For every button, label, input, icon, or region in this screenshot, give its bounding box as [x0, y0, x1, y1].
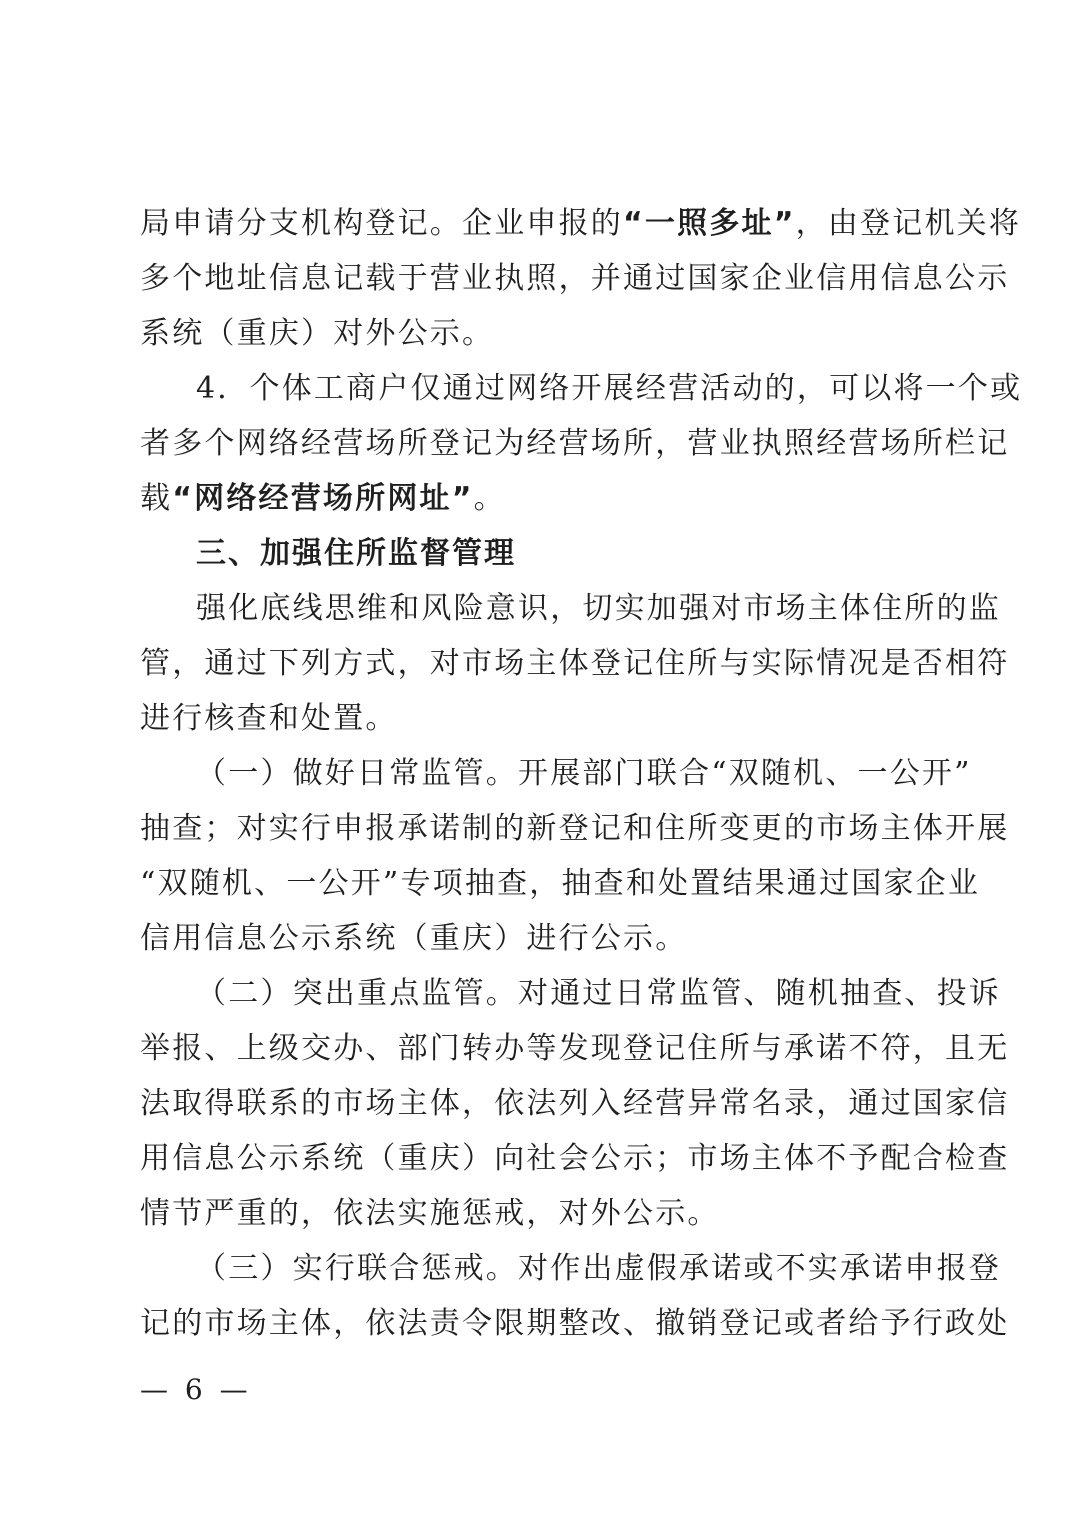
body-line: 信用信息公示系统（重庆）进行公示。	[140, 921, 688, 956]
page-number: — 6 —	[140, 1373, 252, 1406]
body-line: （三）实行联合惩戒。对作出虚假承诺或不实承诺申报登	[196, 1251, 1001, 1286]
section-heading: 三、加强住所监督管理	[196, 536, 516, 571]
text-run: 载	[140, 481, 173, 516]
body-line: “双随机、一公开”专项抽查，抽查和处置结果通过国家企业	[140, 866, 981, 901]
body-line: 4．个体工商户仅通过网络开展经营活动的，可以将一个或	[196, 371, 1023, 406]
bold-text: “网络经营场所网址”	[172, 481, 474, 516]
body-line: 强化底线思维和风险意识，切实加强对市场主体住所的监	[196, 591, 1001, 626]
body-line: 进行核查和处置。	[140, 701, 398, 736]
body-line: （二）突出重点监管。对通过日常监管、随机抽查、投诉	[196, 976, 1001, 1011]
body-line: 者多个网络经营场所登记为经营场所，营业执照经营场所栏记	[140, 426, 1010, 461]
body-line: 用信息公示系统（重庆）向社会公示；市场主体不予配合检查	[140, 1141, 1010, 1176]
body-line: 记的市场主体，依法责令限期整改、撤销登记或者给予行政处	[140, 1306, 1010, 1341]
body-line: 法取得联系的市场主体，依法列入经营异常名录，通过国家信	[140, 1086, 1010, 1121]
body-line: 情节严重的，依法实施惩戒，对外公示。	[140, 1196, 720, 1231]
body-line	[140, 204, 1022, 244]
body-line: 抽查；对实行申报承诺制的新登记和住所变更的市场主体开展	[140, 811, 1010, 846]
bold-text: “一照多址”	[623, 206, 796, 241]
text-run: 。	[473, 481, 506, 516]
body-line: 系统（重庆）对外公示。	[140, 316, 495, 351]
body-line: 举报、上级交办、部门转办等发现登记住所与承诺不符，且无	[140, 1031, 1010, 1066]
body-line: 多个地址信息记载于营业执照，并通过国家企业信用信息公示	[140, 261, 1010, 296]
body-line: 管，通过下列方式，对市场主体登记住所与实际情况是否相符	[140, 646, 1010, 681]
body-line: （一）做好日常监管。开展部门联合“双随机、一公开”	[196, 756, 972, 791]
text-run: 局申请分支机构登记。企业申报的	[140, 206, 623, 241]
body-line	[140, 479, 920, 519]
text-run: ，由登记机关将	[795, 206, 1022, 241]
